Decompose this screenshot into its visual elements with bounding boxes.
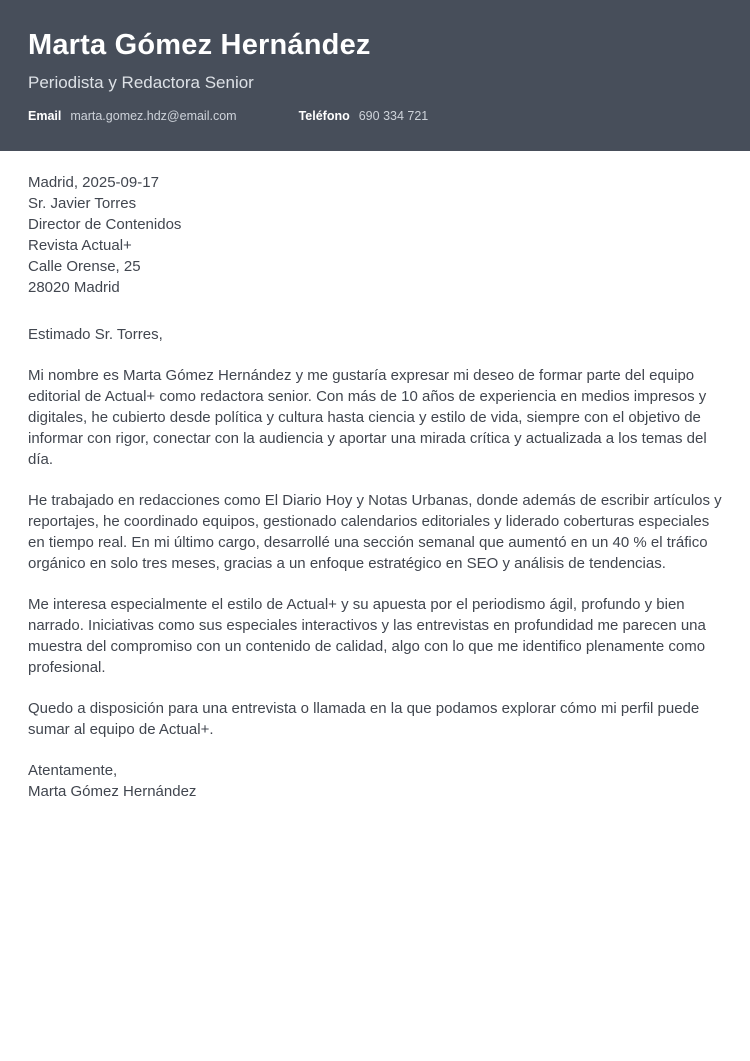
salutation: Estimado Sr. Torres, xyxy=(28,326,163,343)
contact-row xyxy=(28,109,722,124)
recipient-company: Revista Actual+ xyxy=(28,237,132,254)
phone-label: Teléfono xyxy=(298,109,350,124)
phone-value: 690 334 721 xyxy=(358,109,429,124)
letter-body xyxy=(0,151,750,842)
letter-header xyxy=(0,0,750,151)
recipient-street: Calle Orense, 25 xyxy=(28,258,141,275)
closing-line: Atentamente, xyxy=(28,762,118,779)
recipient-address-block xyxy=(28,172,722,298)
candidate-job-title: Periodista y Redactora Senior xyxy=(28,72,254,92)
contact-phone xyxy=(299,109,429,124)
date-line: Madrid, 2025-09-17 xyxy=(28,174,159,191)
recipient-city: 28020 Madrid xyxy=(28,279,120,296)
contact-email xyxy=(28,109,237,124)
closing-block xyxy=(28,760,722,802)
email-value: marta.gomez.hdz@email.com xyxy=(70,109,237,124)
recipient-role: Director de Contenidos xyxy=(28,216,182,233)
letter-paragraph-2: He trabajado en redacciones como El Diario Hoy y Notas Urbanas, donde además de escribir artículos y reportajes, he coordinado equipos, gestionado calendarios editoriales y liderado coberturas especiales en tiempo real. En mi último cargo, desarrollé una sección semanal que aumentó en un 40 % el tráfico orgánico en solo tres meses, gracias a un enfoque estratégico en SEO y análisis de tendencias. xyxy=(28,492,722,572)
email-label: Email xyxy=(28,109,62,124)
letter-paragraph-3: Me interesa especialmente el estilo de Actual+ y su apuesta por el periodismo ágil, profundo y bien narrado. Iniciativas como sus especiales interactivos y las entrevistas en profundidad me parecen una muestra del compromiso con un contenido de calidad, algo con lo que me identifico plenamente como profesional. xyxy=(28,596,706,676)
letter-paragraph-1: Mi nombre es Marta Gómez Hernández y me gustaría expresar mi deseo de formar parte del equipo editorial de Actual+ como redactora senior. Con más de 10 años de experiencia en medios impresos y digitales, he cubierto desde política y cultura hasta ciencia y estilo de vida, siempre con el objetivo de informar con rigor, conectar con la audiencia y aportar una mirada crítica y actualizada a los temas del día. xyxy=(28,367,707,468)
letter-paragraph-4: Quedo a disposición para una entrevista o llamada en la que podamos explorar cómo mi perfil puede sumar al equipo de Actual+. xyxy=(28,700,700,738)
signature-name: Marta Gómez Hernández xyxy=(28,783,197,800)
recipient-name: Sr. Javier Torres xyxy=(28,195,137,212)
candidate-name: Marta Gómez Hernández xyxy=(28,29,371,61)
